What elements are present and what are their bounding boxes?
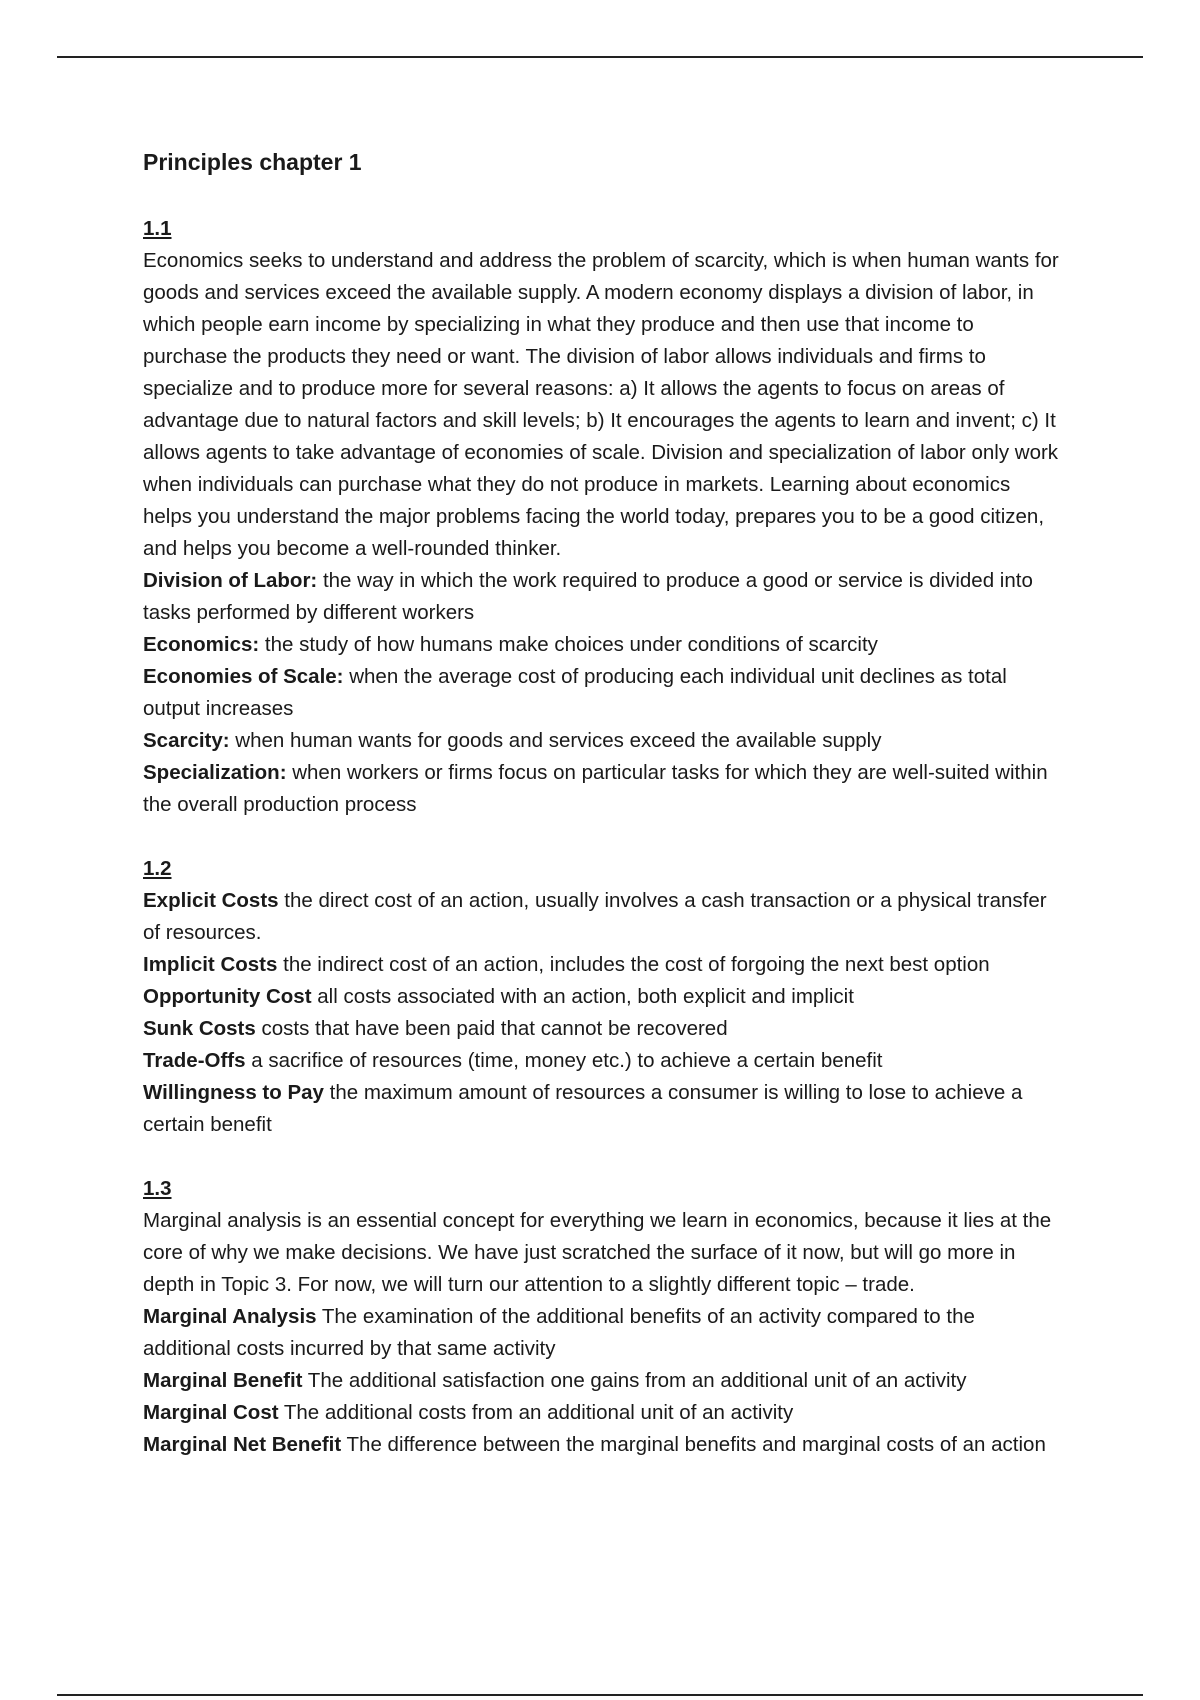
definition-economies-of-scale	[143, 661, 1063, 725]
document-title: Principles chapter 1	[143, 149, 362, 175]
document-body	[143, 146, 1063, 1493]
section-heading: 1.3	[143, 1177, 172, 1200]
definition-text: all costs associated with an action, both explicit and implicit	[311, 985, 854, 1008]
definition-marginal-net-benefit	[143, 1429, 1063, 1461]
definition-term: Implicit Costs	[143, 953, 278, 976]
section-heading: 1.2	[143, 857, 172, 880]
definition-text: the way in which the work required to produce a good or service is divided into tasks performed by different workers	[143, 569, 1033, 624]
definition-division-of-labor	[143, 565, 1063, 629]
definition-scarcity	[143, 725, 1063, 757]
definition-text: the direct cost of an action, usually involves a cash transaction or a physical transfer of resources.	[143, 889, 1047, 944]
definition-explicit-costs	[143, 885, 1063, 949]
section-1-3	[143, 1173, 1063, 1461]
definition-text: The examination of the additional benefits of an activity compared to the additional costs incurred by that same activity	[143, 1305, 975, 1360]
section-heading: 1.1	[143, 217, 172, 240]
definition-term: Sunk Costs	[143, 1017, 256, 1040]
definition-term: Specialization:	[143, 761, 287, 784]
definition-specialization	[143, 757, 1063, 821]
definition-term: Economics:	[143, 633, 260, 656]
definition-term: Marginal Analysis	[143, 1305, 317, 1328]
definition-term: Scarcity:	[143, 729, 230, 752]
definition-text: The additional satisfaction one gains from an additional unit of an activity	[302, 1369, 967, 1392]
definition-text: when human wants for goods and services exceed the available supply	[229, 729, 882, 752]
definition-marginal-analysis	[143, 1301, 1063, 1365]
definition-term: Marginal Benefit	[143, 1369, 303, 1392]
definition-willingness-to-pay	[143, 1077, 1063, 1141]
definition-text: when the average cost of producing each individual unit declines as total output increases	[143, 665, 1007, 720]
top-rule	[57, 56, 1143, 58]
definition-text: when workers or firms focus on particular tasks for which they are well-suited within the overall production process	[143, 761, 1048, 816]
section-paragraph: Marginal analysis is an essential concept for everything we learn in economics, because it lies at the core of why we make decisions. We have just scratched the surface of it now, but will go more in depth in Topic 3. For now, we will turn our attention to a slightly different topic – trade.	[143, 1209, 1052, 1296]
definition-text: the maximum amount of resources a consumer is willing to lose to achieve a certain benefit	[143, 1081, 1023, 1136]
definition-text: costs that have been paid that cannot be recovered	[255, 1017, 728, 1040]
definition-trade-offs	[143, 1045, 1063, 1077]
definition-text: The difference between the marginal benefits and marginal costs of an action	[341, 1433, 1046, 1456]
definition-term: Marginal Cost	[143, 1401, 279, 1424]
definition-term: Explicit Costs	[143, 889, 279, 912]
definition-term: Trade-Offs	[143, 1049, 246, 1072]
definition-text: The additional costs from an additional unit of an activity	[278, 1401, 794, 1424]
definition-economics	[143, 629, 1063, 661]
definition-text: the indirect cost of an action, includes the cost of forgoing the next best option	[277, 953, 990, 976]
definition-term: Marginal Net Benefit	[143, 1433, 342, 1456]
definition-term: Willingness to Pay	[143, 1081, 324, 1104]
definition-implicit-costs	[143, 949, 1063, 1013]
section-1-2	[143, 853, 1063, 1141]
definition-sunk-costs	[143, 1013, 1063, 1045]
section-1-1	[143, 213, 1063, 821]
definition-term: Economies of Scale:	[143, 665, 344, 688]
definition-term: Division of Labor:	[143, 569, 318, 592]
section-paragraph: Economics seeks to understand and address the problem of scarcity, which is when human wants for goods and services exceed the available supply. A modern economy displays a division of labor, in which people earn income by specializing in what they produce and then use that income to purchase the products they need or want. The division of labor allows individuals and firms to specialize and to produce more for several reasons: a) It allows the agents to focus on areas of advantage due to natural factors and skill levels; b) It encourages the agents to learn and invent; c) It allows agents to take advantage of economies of scale. Division and specialization of labor only work when individuals can purchase what they do not produce in markets. Learning about economics helps you understand the major problems facing the world today, prepares you to be a good citizen, and helps you become a well-rounded thinker.	[143, 249, 1059, 560]
definition-marginal-benefit	[143, 1365, 1063, 1397]
definition-marginal-cost	[143, 1397, 1063, 1429]
bottom-rule	[57, 1694, 1143, 1696]
definition-text: a sacrifice of resources (time, money etc.) to achieve a certain benefit	[245, 1049, 883, 1072]
definition-term-opportunity-cost: Opportunity Cost	[143, 985, 312, 1008]
definition-text: the study of how humans make choices under conditions of scarcity	[259, 633, 878, 656]
